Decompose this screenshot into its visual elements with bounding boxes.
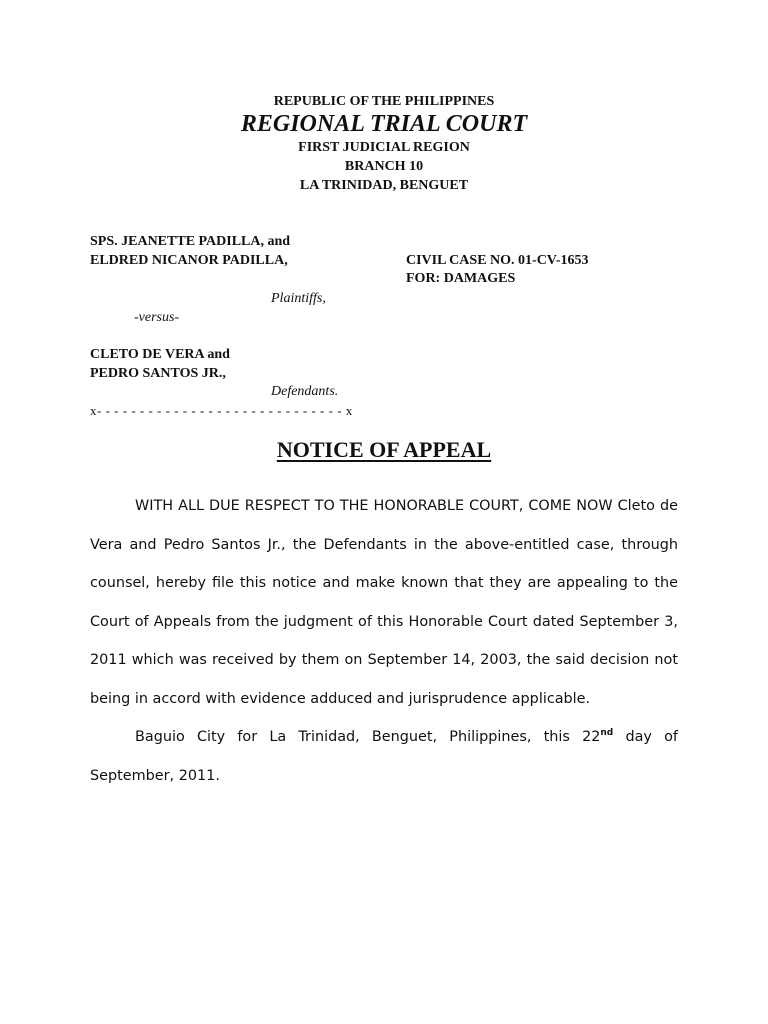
judicial-region: FIRST JUDICIAL REGION (298, 140, 470, 155)
defendant-name-line-2: PEDRO SANTOS JR., (90, 366, 226, 381)
defendants-label: Defendants. (271, 384, 339, 399)
caption-separator: x- - - - - - - - - - - - - - - - - - - - - - - - - - - - - x (90, 403, 353, 418)
versus-label: -versus- (134, 310, 180, 325)
document-title: NOTICE OF APPEAL (276, 437, 492, 462)
court-name: REGIONAL TRIAL COURT (240, 111, 528, 137)
plaintiff-name-line-2: ELDRED NICANOR PADILLA, (90, 253, 288, 268)
date-ordinal-suffix: nd (600, 728, 614, 739)
branch-number: BRANCH 10 (344, 159, 424, 174)
appeal-paragraph: WITH ALL DUE RESPECT TO THE HONORABLE COURT, COME NOW Cleto de Vera and Pedro Santos Jr., the Defendants in the above-entitled case, through counsel, hereby file this notice and make known that they are appealing to the Court of Appeals from the judgment of this Honorable Court dated September 3, 2011 which was received by them on September 14, 2003, the said decision not being in accord with evidence adduced and jurisprudence applicable. (90, 498, 678, 707)
civil-case-number: CIVIL CASE NO. 01-CV-1653 (406, 253, 589, 268)
date-paragraph (90, 718, 678, 795)
document-title-wrap (0, 437, 768, 463)
date-text-before: Baguio City for La Trinidad, Benguet, Philippines, this 22 (135, 729, 601, 745)
republic-heading: REPUBLIC OF THE PHILIPPINES (273, 94, 495, 109)
date-text-after: day of September, 2011. (90, 729, 678, 784)
case-nature: FOR: DAMAGES (406, 271, 516, 286)
plaintiff-name-line-1: SPS. JEANETTE PADILLA, and (90, 234, 291, 249)
defendant-name-line-1: CLETO DE VERA and (90, 347, 230, 362)
plaintiffs-label: Plaintiffs, (271, 291, 326, 306)
court-location: LA TRINIDAD, BENGUET (299, 178, 469, 193)
